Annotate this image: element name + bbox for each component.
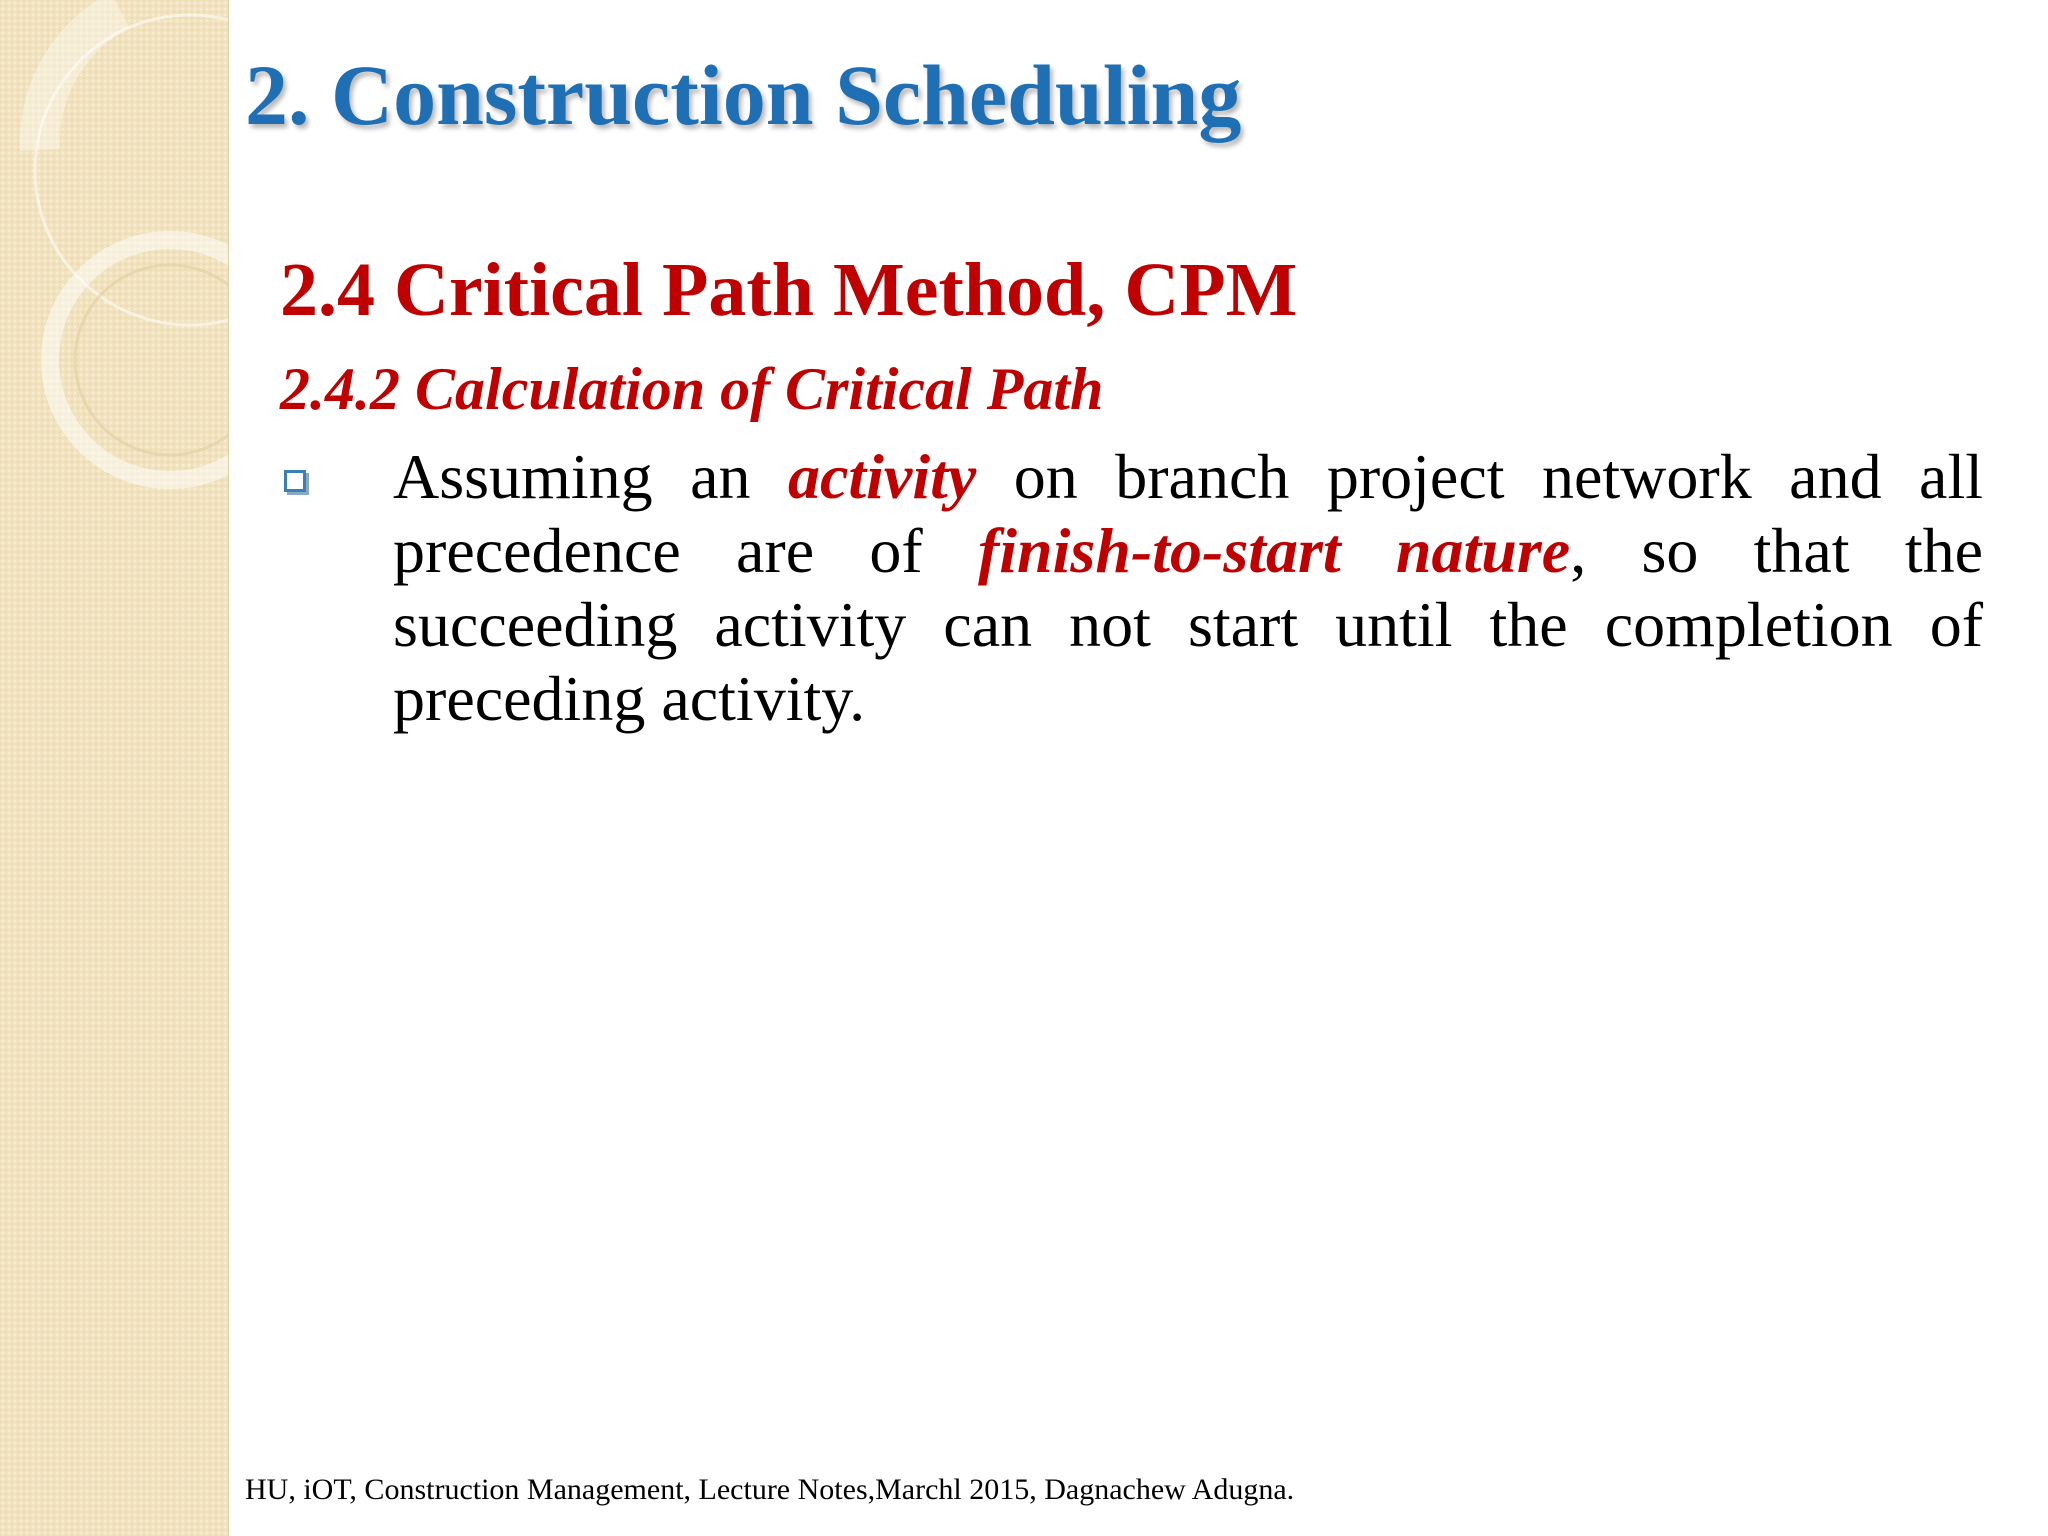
square-bullet-icon [284,470,306,492]
subsection-heading: 2.4.2 Calculation of Critical Path [280,356,1104,422]
footer-citation: HU, iOT, Construction Management, Lecture Notes,Marchl 2015, Dagnachew Adugna. [245,1473,1295,1506]
decorative-side-panel [0,0,229,1536]
slide-title: 2. Construction Scheduling [245,47,1242,143]
decorative-rings [0,0,228,520]
emphasis-finish-to-start: finish-to-start nature [977,515,1571,586]
bullet-paragraph [393,440,1983,736]
bullet-text-part-2: on branch project network and all precedence are of [393,441,1983,586]
section-heading: 2.4 Critical Path Method, CPM [280,248,1298,332]
bullet-text-part-3: , so that the succeeding activity can not start until the completion of preceding activity. [393,515,1984,734]
emphasis-activity: activity [787,441,977,512]
bullet-text-part-1: Assuming an [393,441,788,512]
